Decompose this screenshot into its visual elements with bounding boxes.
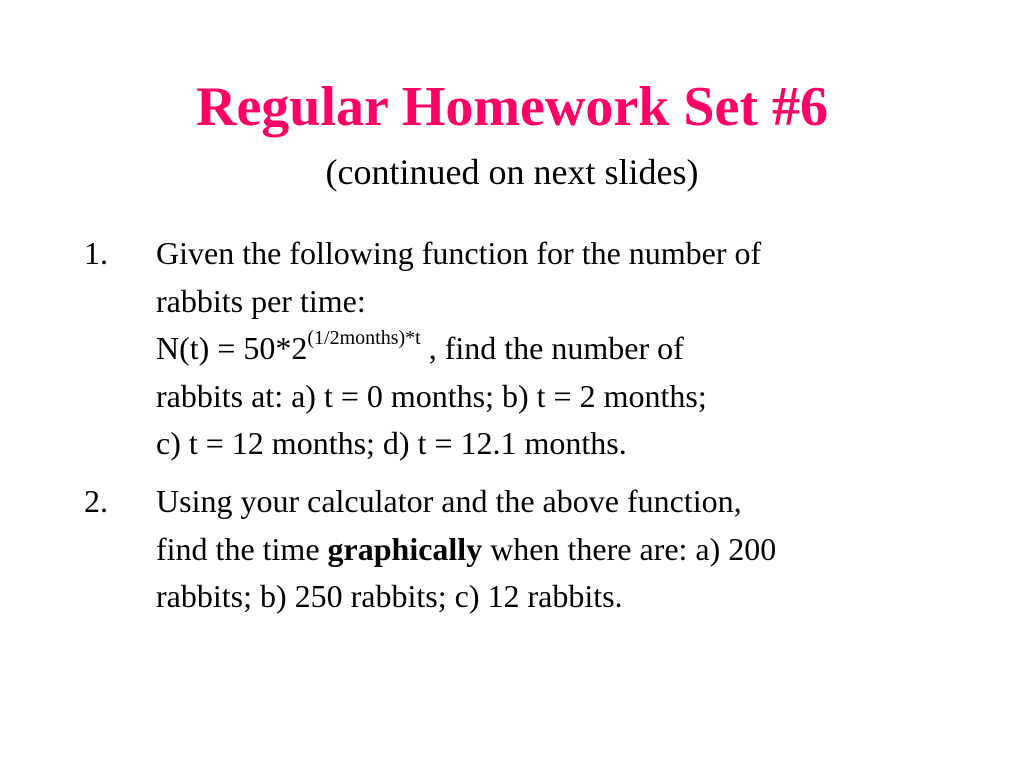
problem-number: 1. — [84, 235, 108, 271]
problem-line: Given the following function for the number of — [156, 235, 762, 271]
problem-line: rabbits; b) 250 rabbits; c) 12 rabbits. — [156, 578, 623, 614]
formula-line — [156, 325, 976, 373]
problem-text — [156, 478, 976, 621]
problem-line — [156, 526, 976, 574]
formula-suffix: , find the number of — [420, 330, 684, 366]
slide-subtitle: (continued on next slides) — [325, 152, 699, 192]
emphasis-graphically: graphically — [327, 530, 483, 567]
formula-exponent: (1/2months)*t — [307, 327, 421, 349]
problem-line: c) t = 12 months; d) t = 12.1 months. — [156, 425, 627, 461]
problem-line: rabbits at: a) t = 0 months; b) t = 2 months; — [156, 377, 707, 414]
text-run: find the time — [156, 530, 328, 567]
text-run: when there are: a) 200 — [482, 530, 777, 567]
problem-line: Using your calculator and the above function, — [156, 483, 742, 519]
slide-title: Regular Homework Set #6 — [196, 76, 828, 138]
problem-line: rabbits per time: — [156, 282, 366, 319]
formula-base: N(t) = 50*2 — [156, 330, 308, 366]
problem-text — [156, 230, 976, 468]
problem-number: 2. — [84, 483, 108, 519]
